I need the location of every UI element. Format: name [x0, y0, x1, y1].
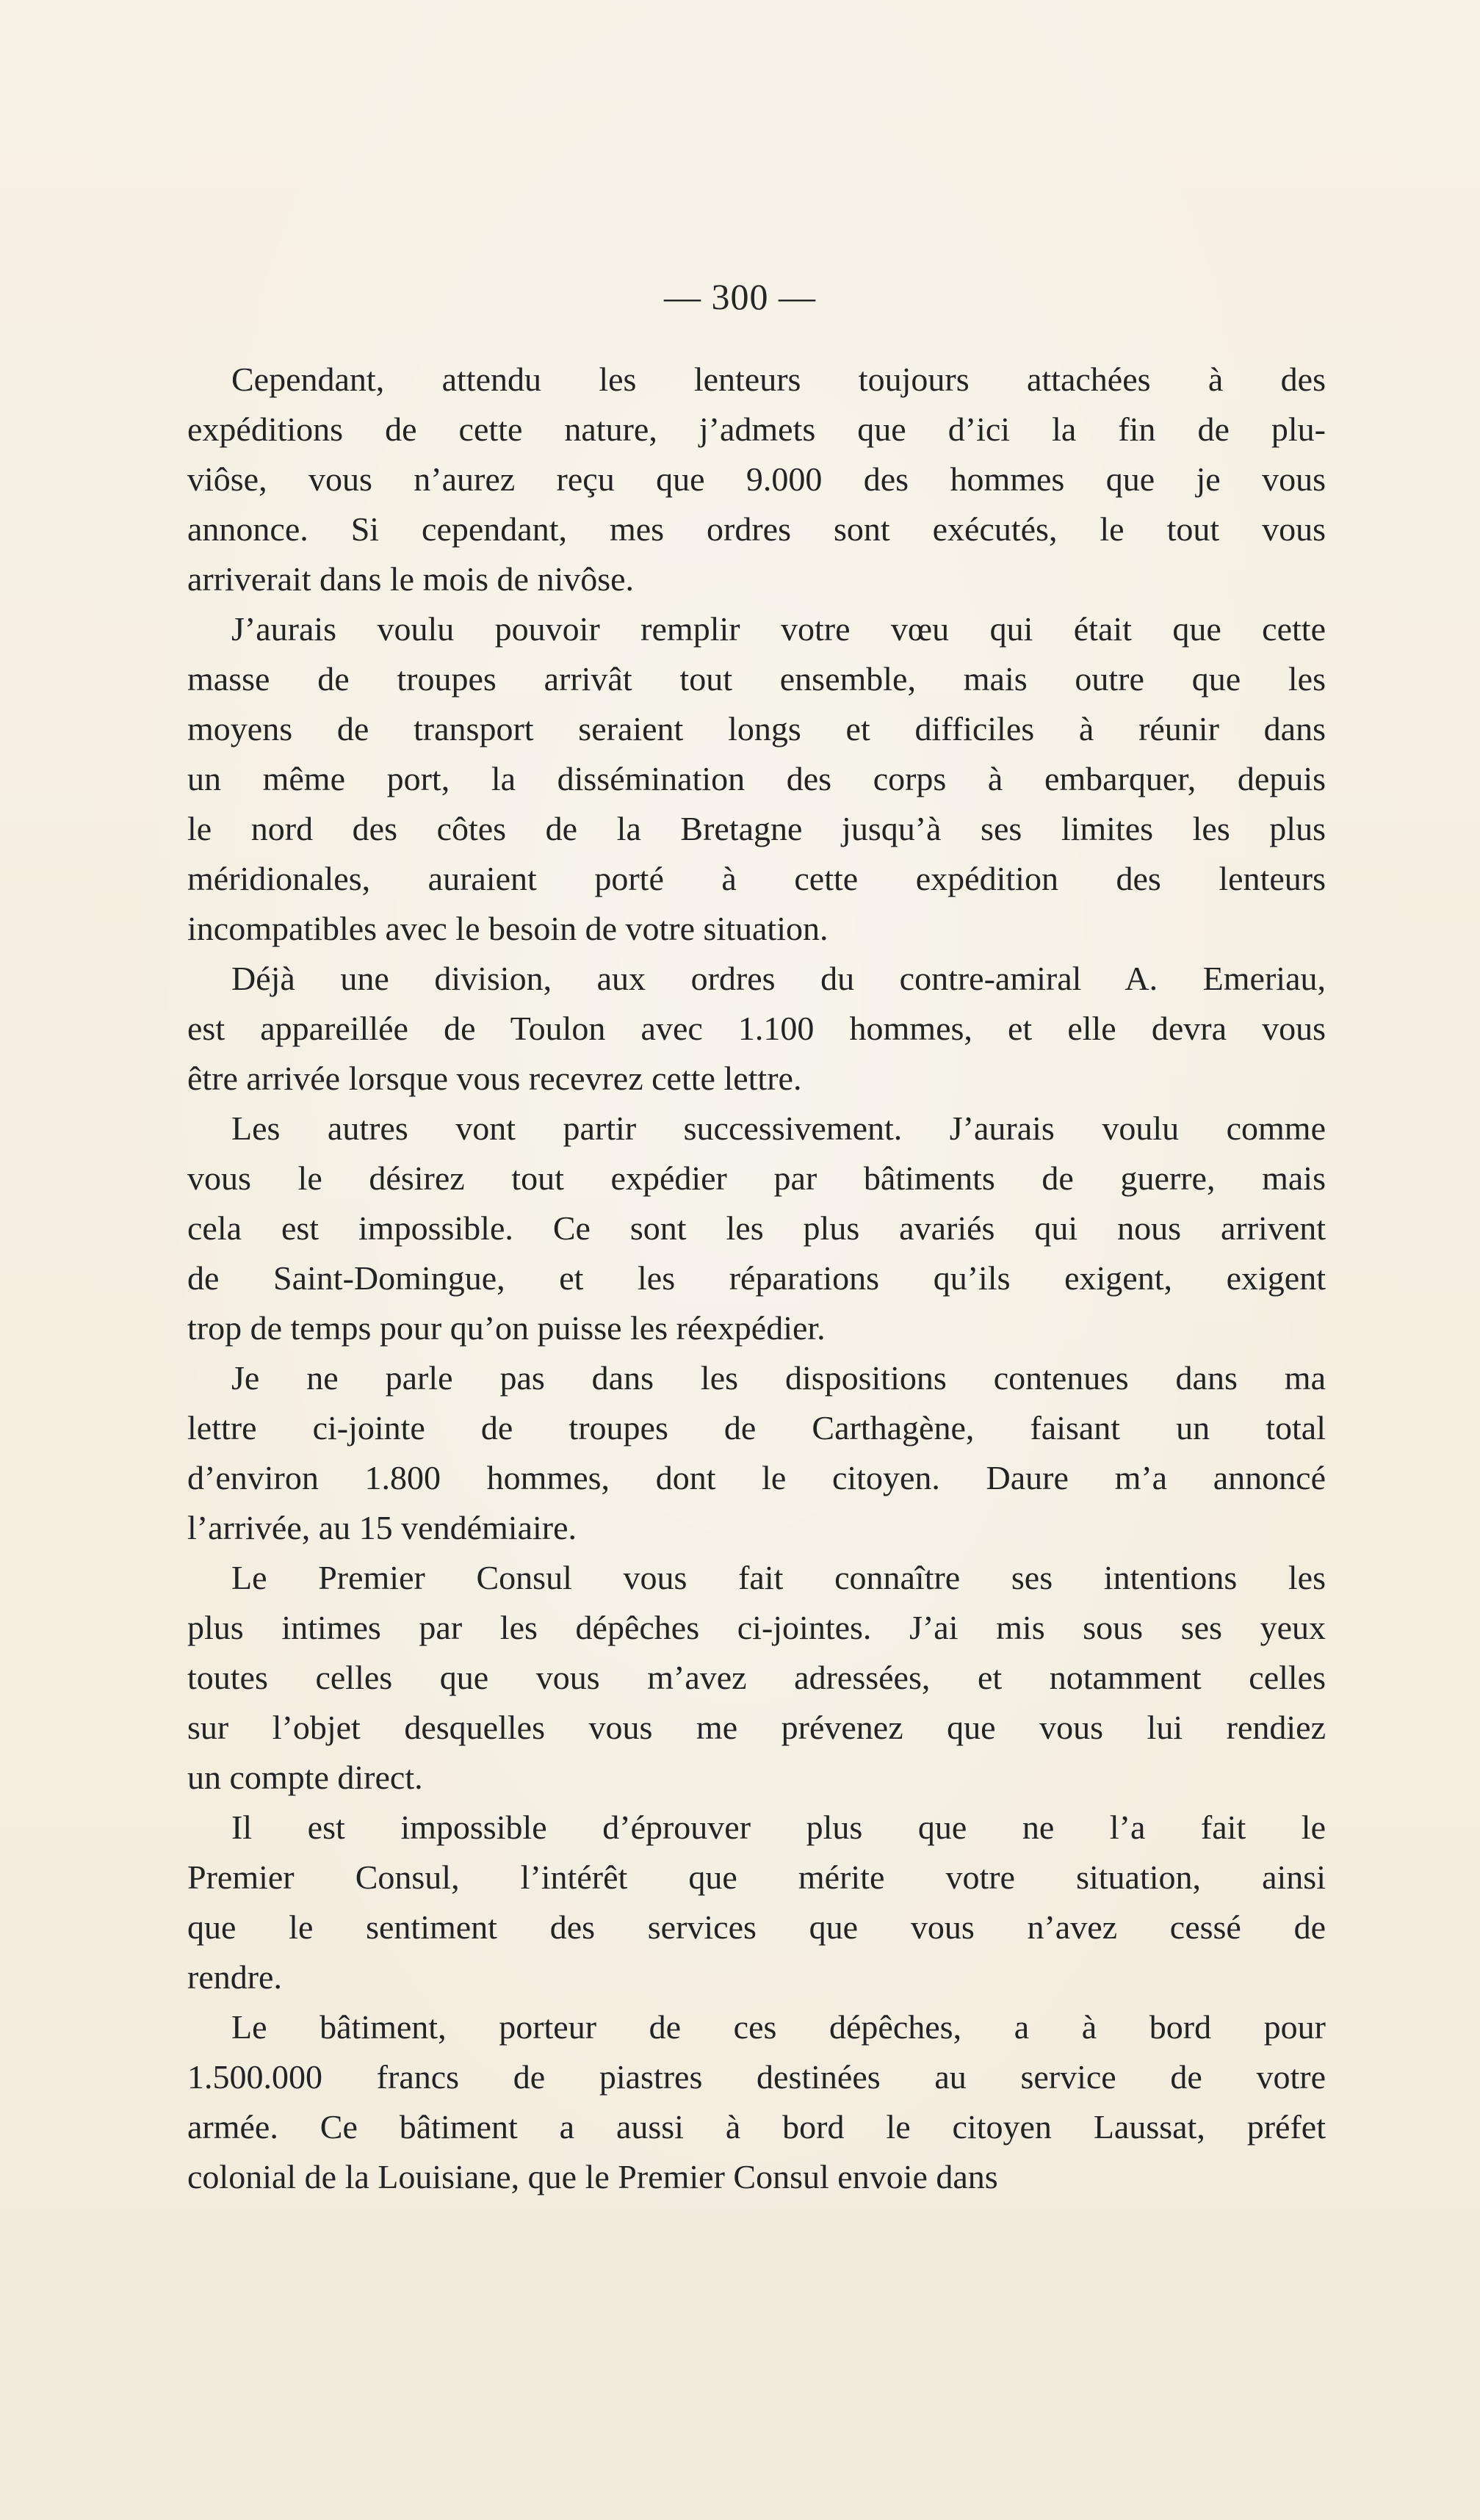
paragraph — [187, 954, 1326, 1104]
text-line: annonce. Si cependant, mes ordres sont exécutés, le tout vous — [187, 510, 1326, 548]
text-line: lettre ci-jointe de troupes de Carthagène, faisant un total — [187, 1409, 1326, 1447]
text-line: Cependant, attendu les lenteurs toujours attachées à des — [231, 361, 1326, 398]
paragraph — [187, 1104, 1326, 1353]
paragraph — [187, 355, 1326, 604]
text-line: le nord des côtes de la Bretagne jusqu’à ses limites les plus — [187, 810, 1326, 847]
text-line: colonial de la Louisiane, que le Premier Consul envoie dans — [187, 2158, 998, 2195]
text-line: 1.500.000 francs de piastres destinées au service de votre — [187, 2058, 1326, 2096]
text-line: un même port, la dissémination des corps à embarquer, depuis — [187, 760, 1326, 797]
text-line: Premier Consul, l’intérêt que mérite votre situation, ainsi — [187, 1858, 1326, 1896]
paragraph — [187, 604, 1326, 954]
text-line: moyens de transport seraient longs et difficiles à réunir dans — [187, 710, 1326, 747]
paragraph — [187, 1553, 1326, 1803]
text-line: rendre. — [187, 1958, 282, 1996]
paragraph — [187, 1353, 1326, 1553]
text-line: Déjà une division, aux ordres du contre-amiral A. Emeriau, — [231, 960, 1326, 997]
text-line: plus intimes par les dépêches ci-jointes. J’ai mis sous ses yeux — [187, 1609, 1326, 1646]
text-line: Le Premier Consul vous fait connaître ses intentions les — [231, 1559, 1326, 1596]
text-line: J’aurais voulu pouvoir remplir votre vœu qui était que cette — [231, 610, 1326, 648]
text-line: que le sentiment des services que vous n’avez cessé de — [187, 1908, 1326, 1946]
text-line: trop de temps pour qu’on puisse les réexpédier. — [187, 1309, 826, 1347]
text-line: armée. Ce bâtiment a aussi à bord le citoyen Laussat, préfet — [187, 2108, 1326, 2146]
page-number: — 300 — — [664, 276, 816, 317]
text-line: de Saint-Domingue, et les réparations qu’ils exigent, exigent — [187, 1259, 1326, 1297]
text-line: l’arrivée, au 15 vendémiaire. — [187, 1509, 577, 1546]
paragraph — [187, 2002, 1326, 2202]
text-line: d’environ 1.800 hommes, dont le citoyen. Daure m’a annoncé — [187, 1459, 1326, 1496]
body-text — [187, 355, 1326, 2202]
text-line: masse de troupes arrivât tout ensemble, mais outre que les — [187, 660, 1326, 698]
text-line: incompatibles avec le besoin de votre situation. — [187, 910, 829, 947]
text-line: méridionales, auraient porté à cette expédition des lenteurs — [187, 860, 1326, 897]
text-line: expéditions de cette nature, j’admets que d’ici la fin de plu- — [187, 410, 1326, 448]
text-line: Il est impossible d’éprouver plus que ne l’a fait le — [231, 1808, 1326, 1846]
text-line: cela est impossible. Ce sont les plus avariés qui nous arrivent — [187, 1209, 1326, 1247]
text-line: toutes celles que vous m’avez adressées, et notamment celles — [187, 1659, 1326, 1696]
text-line: Le bâtiment, porteur de ces dépêches, a à bord pour — [231, 2008, 1326, 2046]
paragraph — [187, 1803, 1326, 2002]
text-line: Je ne parle pas dans les dispositions contenues dans ma — [231, 1359, 1326, 1397]
text-line: sur l’objet desquelles vous me prévenez que vous lui rendiez — [187, 1709, 1326, 1746]
text-line: est appareillée de Toulon avec 1.100 hommes, et elle devra vous — [187, 1010, 1326, 1047]
text-line: vous le désirez tout expédier par bâtiments de guerre, mais — [187, 1159, 1326, 1197]
text-line: viôse, vous n’aurez reçu que 9.000 des hommes que je vous — [187, 460, 1326, 498]
text-line: un compte direct. — [187, 1759, 423, 1796]
text-line: Les autres vont partir successivement. J’aurais voulu comme — [231, 1109, 1326, 1147]
text-line: être arrivée lorsque vous recevrez cette lettre. — [187, 1060, 802, 1097]
text-line: arriverait dans le mois de nivôse. — [187, 560, 635, 598]
